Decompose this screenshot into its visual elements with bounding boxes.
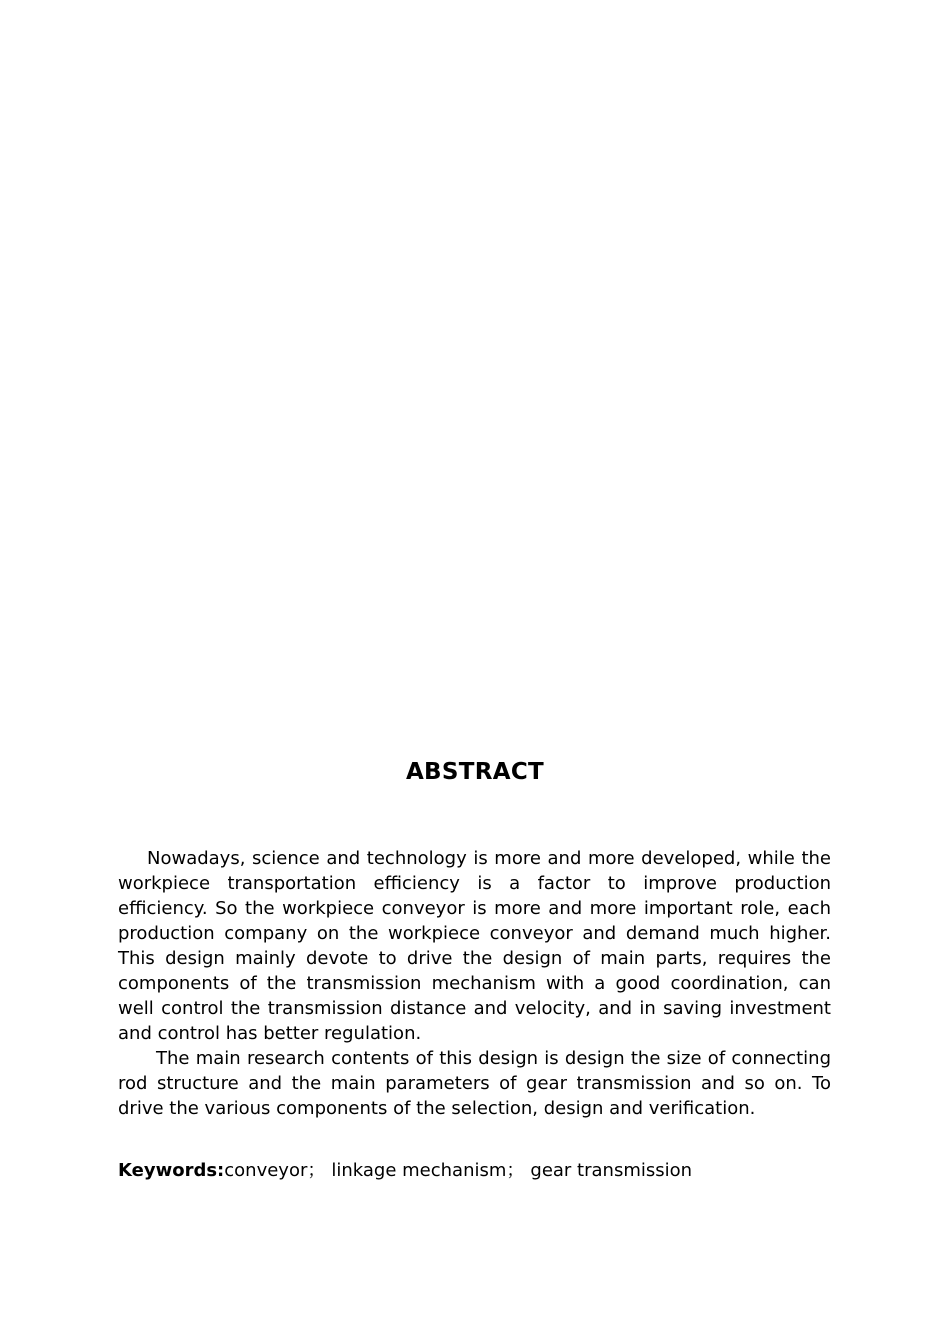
keyword-separator: ； [506, 1160, 525, 1181]
abstract-title: ABSTRACT [405, 759, 545, 785]
keyword-item: linkage mechanism [331, 1160, 507, 1181]
abstract-body [118, 846, 831, 1121]
keyword-item: gear transmission [530, 1160, 693, 1181]
abstract-paragraph: The main research contents of this design is design the size of connecting rod structure and the main parameters of gear transmission and so on. To drive the various components of the selection, design and verification. [118, 1048, 831, 1119]
abstract-paragraph: Nowadays, science and technology is more and more developed, while the workpiece transportation efficiency is a factor to improve production efficiency. So the workpiece conveyor is more and more important role, each production company on the workpiece conveyor and demand much higher. This design mainly devote to drive the design of main parts, requires the components of the transmission mechanism with a good coordination, can well control the transmission distance and velocity, and in saving investment and control has better regulation. [118, 848, 831, 1044]
keyword-item: conveyor [224, 1160, 308, 1181]
keywords-line [118, 1158, 831, 1183]
keyword-separator: ； [307, 1160, 326, 1181]
keywords-label: Keywords: [118, 1160, 225, 1181]
